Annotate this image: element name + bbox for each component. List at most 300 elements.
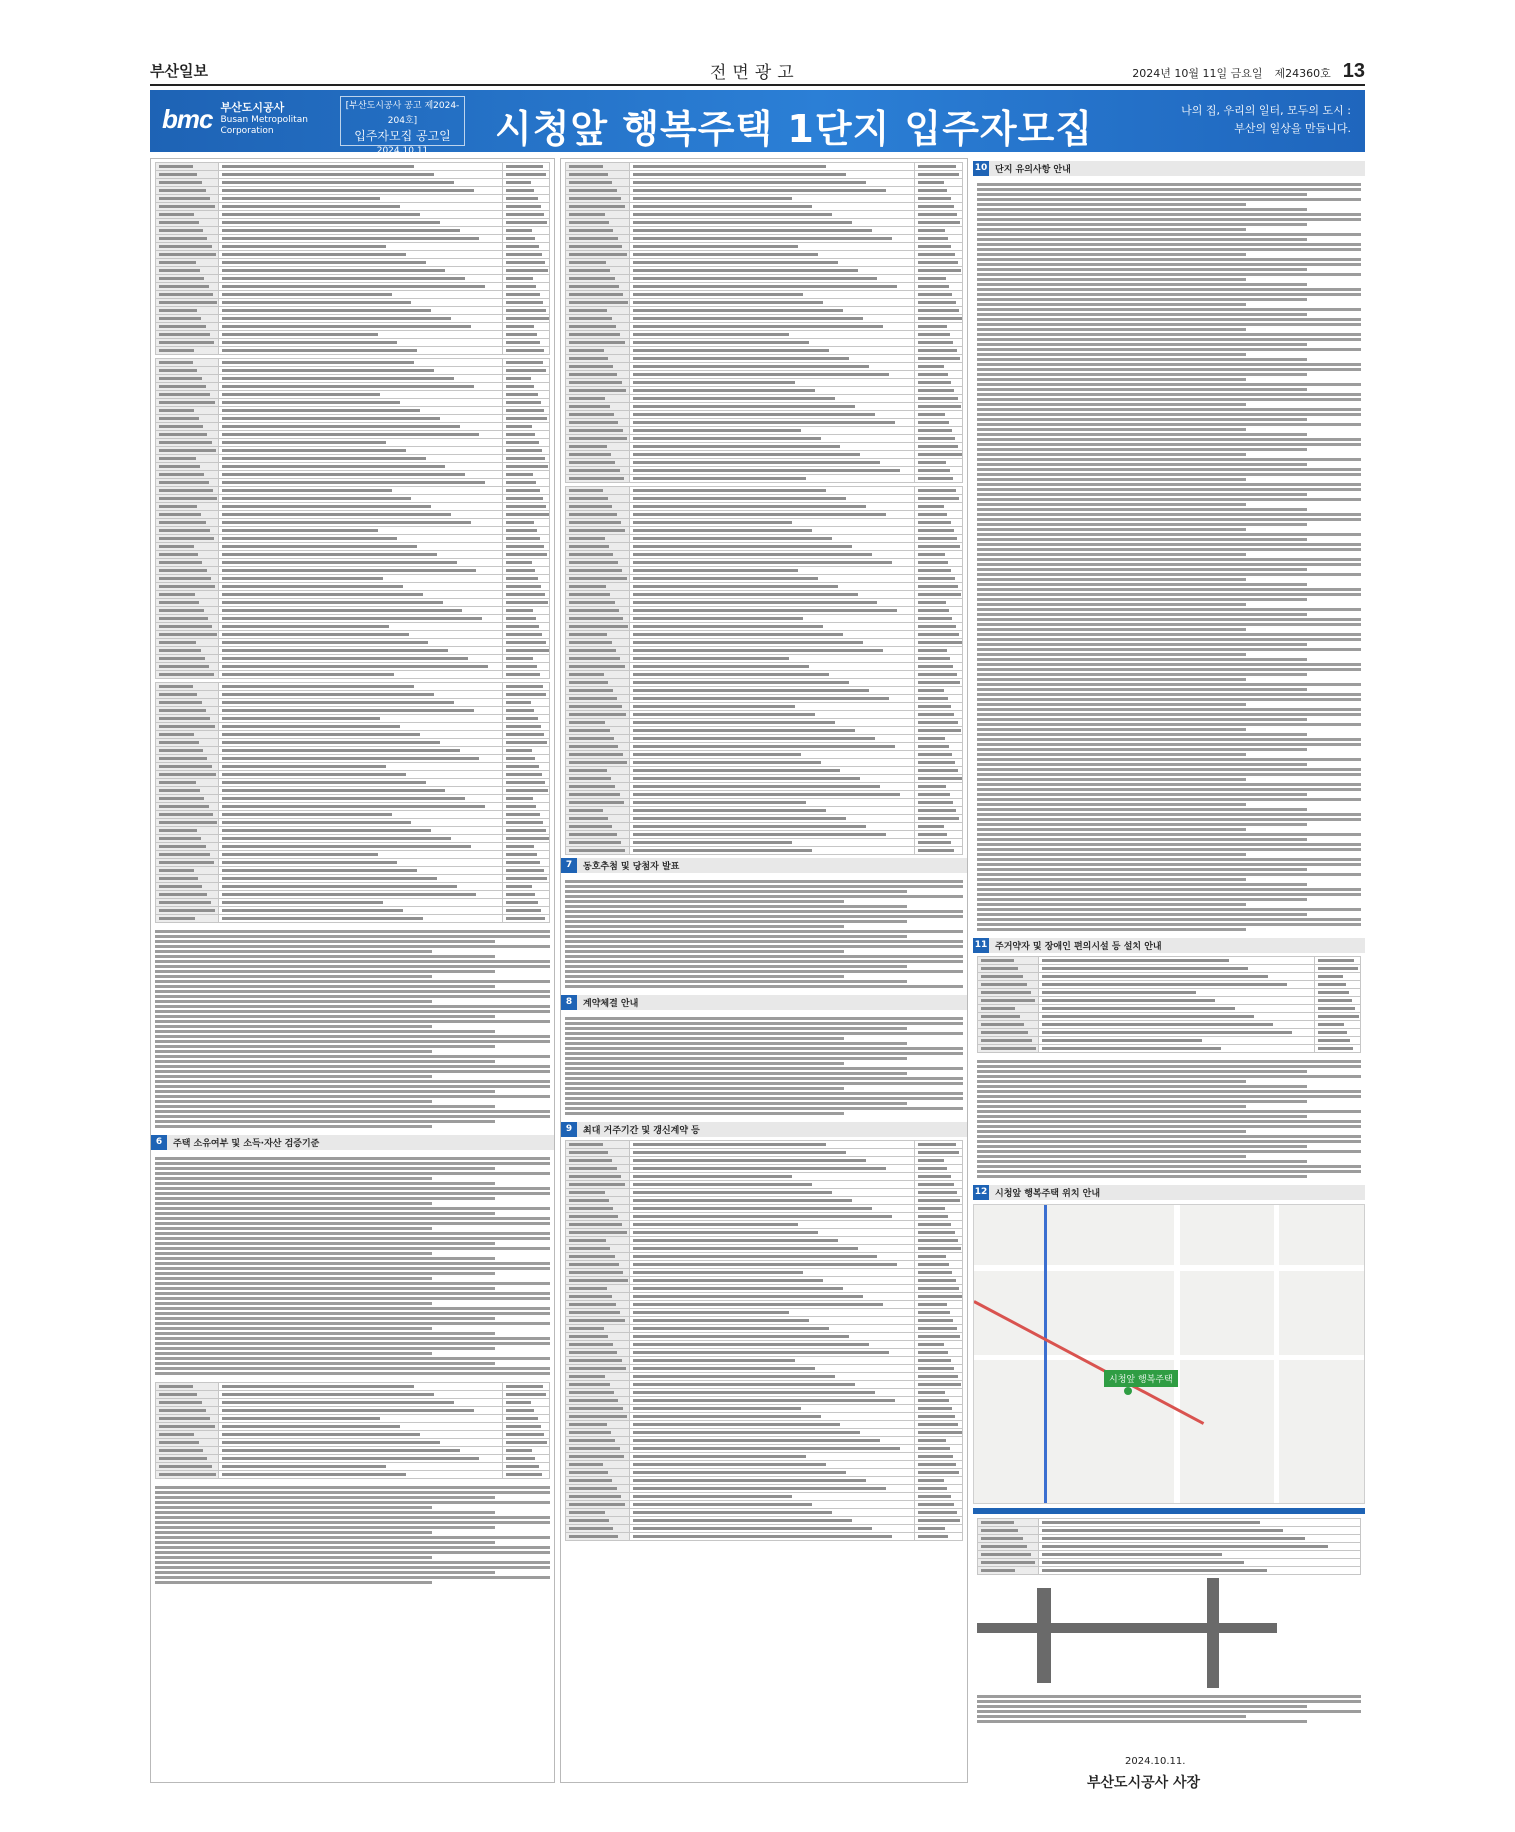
table-cell <box>156 331 219 339</box>
table-row <box>566 583 963 591</box>
table-cell <box>502 691 549 699</box>
fine-print-line <box>977 518 1361 521</box>
table-cell <box>629 1293 915 1301</box>
fine-print-line <box>981 1521 1014 1524</box>
table-row <box>566 451 963 459</box>
table-row <box>156 559 550 567</box>
fine-print-line <box>506 325 534 328</box>
table-cell <box>915 1461 963 1469</box>
fine-print-line <box>918 1431 961 1434</box>
section-9-header <box>561 1122 967 1137</box>
table-cell <box>629 487 915 495</box>
table-cell <box>219 423 503 431</box>
table-cell <box>566 1485 630 1493</box>
fine-print-line <box>506 821 543 824</box>
fine-print-line <box>159 869 194 872</box>
fine-print-line <box>155 1367 550 1370</box>
fine-print-line <box>222 221 440 224</box>
table-cell <box>629 575 915 583</box>
table-cell <box>629 1477 915 1485</box>
table-cell <box>566 839 630 847</box>
table-cell <box>566 1301 630 1309</box>
table-cell <box>629 1437 915 1445</box>
fine-print-line <box>569 205 625 208</box>
table-cell <box>156 227 219 235</box>
fine-print-line <box>633 405 855 408</box>
slogan <box>1181 102 1351 138</box>
table-row <box>566 759 963 767</box>
fine-print-line <box>222 181 454 184</box>
fine-print-line <box>155 1162 550 1165</box>
fine-print-line <box>159 1401 202 1404</box>
fine-print-line <box>633 1351 889 1354</box>
fine-print-line <box>155 1060 495 1063</box>
eligibility-table-2-grid <box>155 358 550 679</box>
fine-print-line <box>222 1457 479 1460</box>
eligibility-table-2 <box>155 358 550 679</box>
table-cell <box>978 1567 1039 1575</box>
fine-print-line <box>977 588 1361 591</box>
table-cell <box>1315 1013 1361 1021</box>
table-row <box>156 259 550 267</box>
table-cell <box>1315 1021 1361 1029</box>
fine-print-line <box>569 333 620 336</box>
fine-print-line <box>159 685 193 688</box>
fine-print-line <box>981 967 1018 970</box>
table-cell <box>566 527 630 535</box>
fine-print-line <box>977 623 1361 626</box>
table-cell <box>566 591 630 599</box>
fine-print-line <box>918 1407 952 1410</box>
fine-print-line <box>633 1495 793 1498</box>
fine-print-line <box>977 868 1307 871</box>
table-row <box>566 1501 963 1509</box>
fine-print-line <box>918 389 954 392</box>
table-cell <box>566 195 630 203</box>
fine-print-line <box>918 173 959 176</box>
table-cell <box>915 1149 963 1157</box>
fine-print-line <box>569 1495 621 1498</box>
table-cell <box>566 283 630 291</box>
notice-footer-date: 2024.10.11. <box>1125 1756 1186 1767</box>
fine-print-line <box>159 205 215 208</box>
fine-print-line <box>918 1487 947 1490</box>
fine-print-line <box>155 1292 550 1295</box>
fine-print-line <box>569 1423 607 1426</box>
table-cell <box>629 235 915 243</box>
fine-print-line <box>159 261 196 264</box>
table-row <box>566 1213 963 1221</box>
table-cell <box>219 755 503 763</box>
table-cell <box>502 883 549 891</box>
fine-print-line <box>155 1247 550 1250</box>
table-cell <box>502 383 549 391</box>
table-cell <box>915 379 963 387</box>
map-road <box>974 1355 1365 1360</box>
table-row <box>566 1229 963 1237</box>
table-cell <box>915 1421 963 1429</box>
table-cell <box>915 443 963 451</box>
fine-print-line <box>569 1343 613 1346</box>
table-row <box>566 495 963 503</box>
fine-print-line <box>633 689 869 692</box>
fine-print-line <box>633 429 801 432</box>
table-row <box>156 219 550 227</box>
table-row <box>978 957 1361 965</box>
table-cell <box>219 339 503 347</box>
table-cell <box>915 575 963 583</box>
fine-print-line <box>159 917 195 920</box>
fine-print-line <box>977 368 1361 371</box>
footnotes <box>973 1691 1365 1727</box>
table-row <box>156 163 550 171</box>
table-cell <box>156 415 219 423</box>
table-cell <box>629 459 915 467</box>
fine-print-line <box>918 413 945 416</box>
fine-print-line <box>569 1415 627 1418</box>
fine-print-line <box>565 950 844 953</box>
table-cell <box>629 567 915 575</box>
table-row <box>566 1253 963 1261</box>
table-cell <box>915 1493 963 1501</box>
table-cell <box>566 1373 630 1381</box>
fine-print-line <box>155 1202 432 1205</box>
table-row <box>566 419 963 427</box>
fine-print-line <box>569 617 623 620</box>
fine-print-line <box>633 1207 872 1210</box>
table-cell <box>502 163 549 171</box>
fine-print-line <box>569 793 620 796</box>
table-cell <box>156 663 219 671</box>
table-cell <box>566 1341 630 1349</box>
table-row <box>566 195 963 203</box>
table-cell <box>502 375 549 383</box>
fine-print-line <box>569 1167 617 1170</box>
table-cell <box>566 1461 630 1469</box>
table-cell <box>156 219 219 227</box>
fine-print-line <box>222 829 431 832</box>
fine-print-line <box>977 893 1361 896</box>
schedule-notes <box>151 926 554 1132</box>
fine-print-line <box>977 678 1246 681</box>
table-cell <box>915 283 963 291</box>
table-row <box>566 799 963 807</box>
fine-print-line <box>633 745 895 748</box>
table-row <box>156 835 550 843</box>
table-row <box>566 655 963 663</box>
table-row <box>566 791 963 799</box>
fine-print-line <box>977 543 1361 546</box>
table-cell <box>915 535 963 543</box>
fine-print-line <box>633 1215 892 1218</box>
fine-print-line <box>977 1145 1307 1148</box>
table-cell <box>156 251 219 259</box>
fine-print-line <box>155 1010 550 1013</box>
fine-print-line <box>977 858 1361 861</box>
table-cell <box>219 851 503 859</box>
table-cell <box>1039 1551 1361 1559</box>
table-cell <box>566 1213 630 1221</box>
table-row <box>156 883 550 891</box>
fine-print-line <box>633 373 889 376</box>
table-row <box>156 723 550 731</box>
fine-print-line <box>155 1496 495 1499</box>
fine-print-line <box>977 758 1361 761</box>
table-row <box>156 1431 550 1439</box>
table-cell <box>502 795 549 803</box>
table-cell <box>915 1365 963 1373</box>
fine-print-line <box>155 975 432 978</box>
fine-print-line <box>155 1322 550 1325</box>
fine-print-line <box>977 238 1307 241</box>
fine-print-line <box>155 1531 432 1534</box>
table-cell <box>156 519 219 527</box>
fine-print-line <box>633 489 827 492</box>
fine-print-line <box>918 1471 959 1474</box>
table-cell <box>219 867 503 875</box>
fine-print-line <box>569 389 626 392</box>
fine-print-line <box>222 173 434 176</box>
fine-print-line <box>222 253 406 256</box>
table-cell <box>629 435 915 443</box>
table-cell <box>915 559 963 567</box>
table-cell <box>566 807 630 815</box>
fine-print-line <box>159 837 201 840</box>
fine-print-line <box>155 1576 550 1579</box>
fine-print-line <box>506 917 545 920</box>
fine-print-line <box>977 803 1246 806</box>
table-cell <box>502 671 549 679</box>
table-row <box>566 751 963 759</box>
fine-print-line <box>918 261 958 264</box>
fine-print-line <box>569 833 617 836</box>
table-cell <box>915 187 963 195</box>
table-row <box>566 315 963 323</box>
table-row <box>566 1221 963 1229</box>
table-cell <box>1315 1029 1361 1037</box>
fine-print-line <box>977 1070 1307 1073</box>
fine-print-line <box>633 649 884 652</box>
table-row <box>156 1439 550 1447</box>
table-row <box>566 623 963 631</box>
fine-print-line <box>159 633 217 636</box>
fine-print-line <box>506 409 544 412</box>
fine-print-line <box>569 165 603 168</box>
table-cell <box>629 355 915 363</box>
table-cell <box>566 1381 630 1389</box>
table-row <box>566 163 963 171</box>
fine-print-line <box>633 1503 812 1506</box>
table-cell <box>502 1431 549 1439</box>
table-cell <box>156 739 219 747</box>
fine-print-line <box>918 657 950 660</box>
table-row <box>156 383 550 391</box>
table-cell <box>502 787 549 795</box>
table-row <box>566 1381 963 1389</box>
table-cell <box>156 835 219 843</box>
fine-print-line <box>918 365 944 368</box>
table-cell <box>1315 997 1361 1005</box>
table-cell <box>629 559 915 567</box>
fine-print-line <box>918 245 951 248</box>
table-row <box>156 431 550 439</box>
table-cell <box>629 251 915 259</box>
table-cell <box>502 1423 549 1431</box>
fine-print-line <box>506 237 536 240</box>
table-cell <box>629 1189 915 1197</box>
table-cell <box>502 575 549 583</box>
fine-print-line <box>633 1343 869 1346</box>
fine-print-line <box>565 945 963 948</box>
fine-print-line <box>506 1417 538 1420</box>
fine-print-line <box>569 469 620 472</box>
table-cell <box>219 891 503 899</box>
table-cell <box>629 655 915 663</box>
table-cell <box>915 1229 963 1237</box>
fine-print-line <box>565 940 963 943</box>
fine-print-line <box>159 693 197 696</box>
fine-print-line <box>159 417 199 420</box>
table-cell <box>502 391 549 399</box>
table-row <box>156 739 550 747</box>
fine-print-line <box>155 1125 432 1128</box>
fine-print-line <box>159 821 217 824</box>
fine-print-line <box>159 401 215 404</box>
table-cell <box>978 965 1039 973</box>
fine-print-line <box>569 1199 609 1202</box>
table-cell <box>502 195 549 203</box>
table-cell <box>566 1237 630 1245</box>
fine-print-line <box>222 261 426 264</box>
fine-print-line <box>155 1551 550 1554</box>
fine-print-line <box>155 1571 495 1574</box>
table-cell <box>219 1423 503 1431</box>
fine-print-line <box>633 1535 892 1538</box>
fine-print-line <box>222 317 451 320</box>
fine-print-line <box>155 1005 550 1008</box>
table-cell <box>629 1253 915 1261</box>
fine-print-line <box>977 608 1361 611</box>
table-cell <box>219 415 503 423</box>
table-cell <box>915 1165 963 1173</box>
fine-print-line <box>506 773 542 776</box>
fine-print-line <box>155 950 432 953</box>
table-row <box>566 647 963 655</box>
fine-print-line <box>977 1150 1361 1153</box>
fine-print-line <box>155 1020 550 1023</box>
facility-table-grid <box>977 956 1361 1053</box>
fine-print-line <box>155 1332 495 1335</box>
fine-print-line <box>569 729 610 732</box>
table-cell <box>502 811 549 819</box>
table-row <box>566 831 963 839</box>
fine-print-line <box>506 657 534 660</box>
table-cell <box>629 243 915 251</box>
table-row <box>978 1559 1361 1567</box>
fine-print-line <box>569 545 609 548</box>
table-row <box>566 1365 963 1373</box>
fine-print-line <box>565 1032 963 1035</box>
fine-print-line <box>977 823 1307 826</box>
fine-print-line <box>159 317 201 320</box>
table-cell <box>566 1253 630 1261</box>
section-11-title: 주거약자 및 장애인 편의시설 등 설치 안내 <box>995 942 1162 952</box>
fine-print-line <box>159 433 207 436</box>
table-row <box>566 527 963 535</box>
fine-print-line <box>155 1566 550 1569</box>
fine-print-line <box>977 278 1246 281</box>
fine-print-line <box>159 765 212 768</box>
fine-print-line <box>506 1449 532 1452</box>
table-row <box>156 691 550 699</box>
fine-print-line <box>633 793 901 796</box>
fine-print-line <box>918 561 948 564</box>
table-cell <box>915 163 963 171</box>
table-cell <box>629 1485 915 1493</box>
table-cell <box>219 495 503 503</box>
fine-print-line <box>565 1072 907 1075</box>
fine-print-line <box>155 965 550 968</box>
fine-print-line <box>977 1695 1361 1698</box>
table-cell <box>156 639 219 647</box>
fine-print-line <box>222 917 423 920</box>
fine-print-line <box>977 728 1246 731</box>
table-row <box>156 331 550 339</box>
fine-print-line <box>977 653 1246 656</box>
table-cell <box>219 1439 503 1447</box>
table-row <box>566 719 963 727</box>
fine-print-line <box>506 781 545 784</box>
fine-print-line <box>981 1039 1032 1042</box>
fine-print-line <box>633 477 807 480</box>
fine-print-line <box>506 1425 541 1428</box>
fine-print-line <box>918 1503 953 1506</box>
table-cell <box>566 235 630 243</box>
table-cell <box>629 1373 915 1381</box>
fine-print-line <box>565 960 963 963</box>
table-row <box>566 403 963 411</box>
table-cell <box>629 679 915 687</box>
fine-print-line <box>633 1287 844 1290</box>
table-row <box>156 1415 550 1423</box>
table-cell <box>156 1439 219 1447</box>
fine-print-line <box>565 1077 963 1080</box>
fine-print-line <box>506 553 547 556</box>
table-cell <box>915 1301 963 1309</box>
table-cell <box>156 731 219 739</box>
table-row <box>156 503 550 511</box>
location-map[interactable] <box>973 1204 1365 1504</box>
fine-print-line <box>159 369 197 372</box>
table-cell <box>156 383 219 391</box>
table-row <box>566 599 963 607</box>
table-row <box>156 639 550 647</box>
table-cell <box>629 1381 915 1389</box>
fine-print-line <box>918 545 960 548</box>
fine-print-line <box>222 309 431 312</box>
fine-print-line <box>569 681 608 684</box>
masthead-rule <box>150 84 1365 86</box>
table-cell <box>915 323 963 331</box>
table-cell <box>219 787 503 795</box>
table-row <box>566 535 963 543</box>
fine-print-line <box>155 1197 495 1200</box>
fine-print-line <box>633 245 798 248</box>
table-cell <box>566 735 630 743</box>
table-cell <box>566 495 630 503</box>
fine-print-line <box>222 449 406 452</box>
fine-print-line <box>977 1075 1361 1078</box>
